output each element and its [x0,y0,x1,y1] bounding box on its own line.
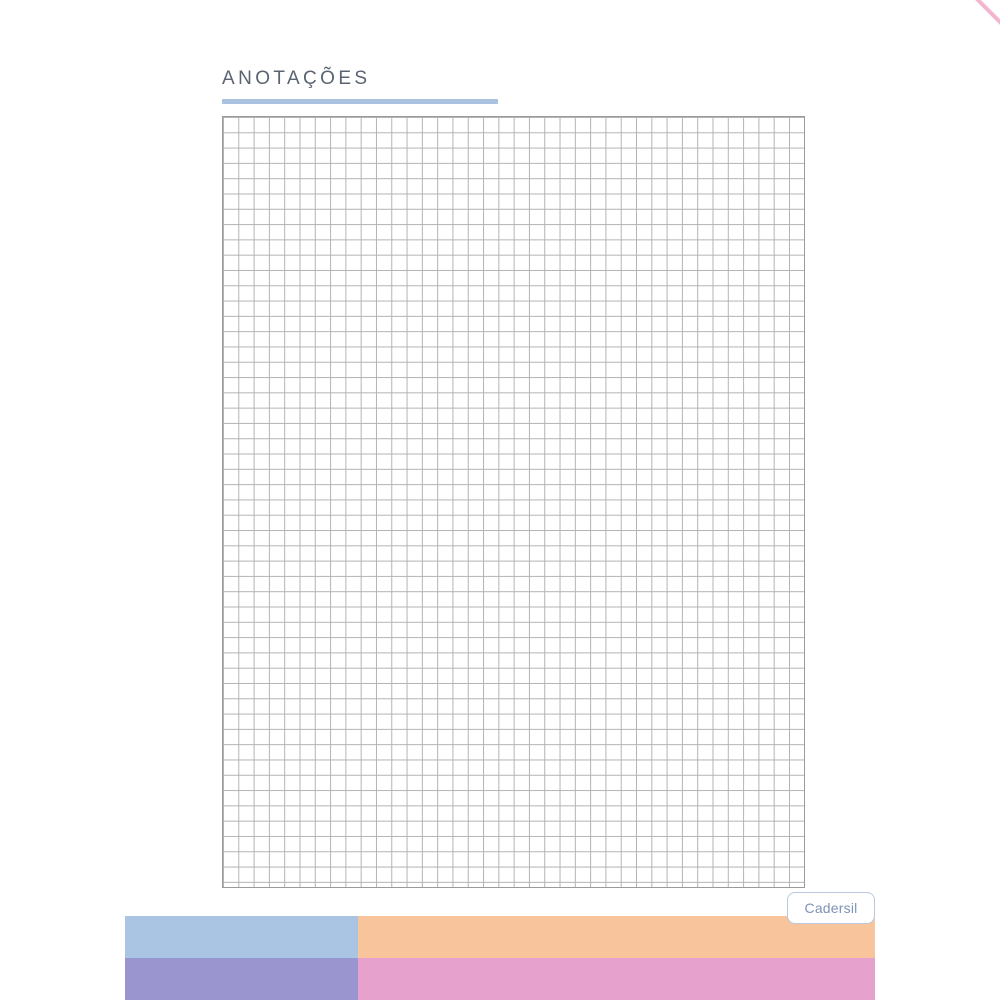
title-underline [222,99,498,104]
grid-paper-area[interactable] [222,116,805,888]
brand-badge [787,892,875,924]
footer-row-top [125,916,875,958]
ribbon-stripe-1 [819,0,1000,169]
page-title: ANOTAÇÕES [222,68,371,89]
footer-block-top-left [125,916,358,958]
footer-block-bottom-right [358,958,876,1000]
footer-block-bottom-left [125,958,358,1000]
ribbon-stripe-2 [845,0,1000,169]
footer-color-bands [125,916,875,1000]
section-header [222,68,498,104]
brand-label: Cadersil [804,900,858,916]
ribbon-stripe-4 [897,0,1000,169]
footer-row-bottom [125,958,875,1000]
ribbon-stripe-3 [871,0,1000,169]
